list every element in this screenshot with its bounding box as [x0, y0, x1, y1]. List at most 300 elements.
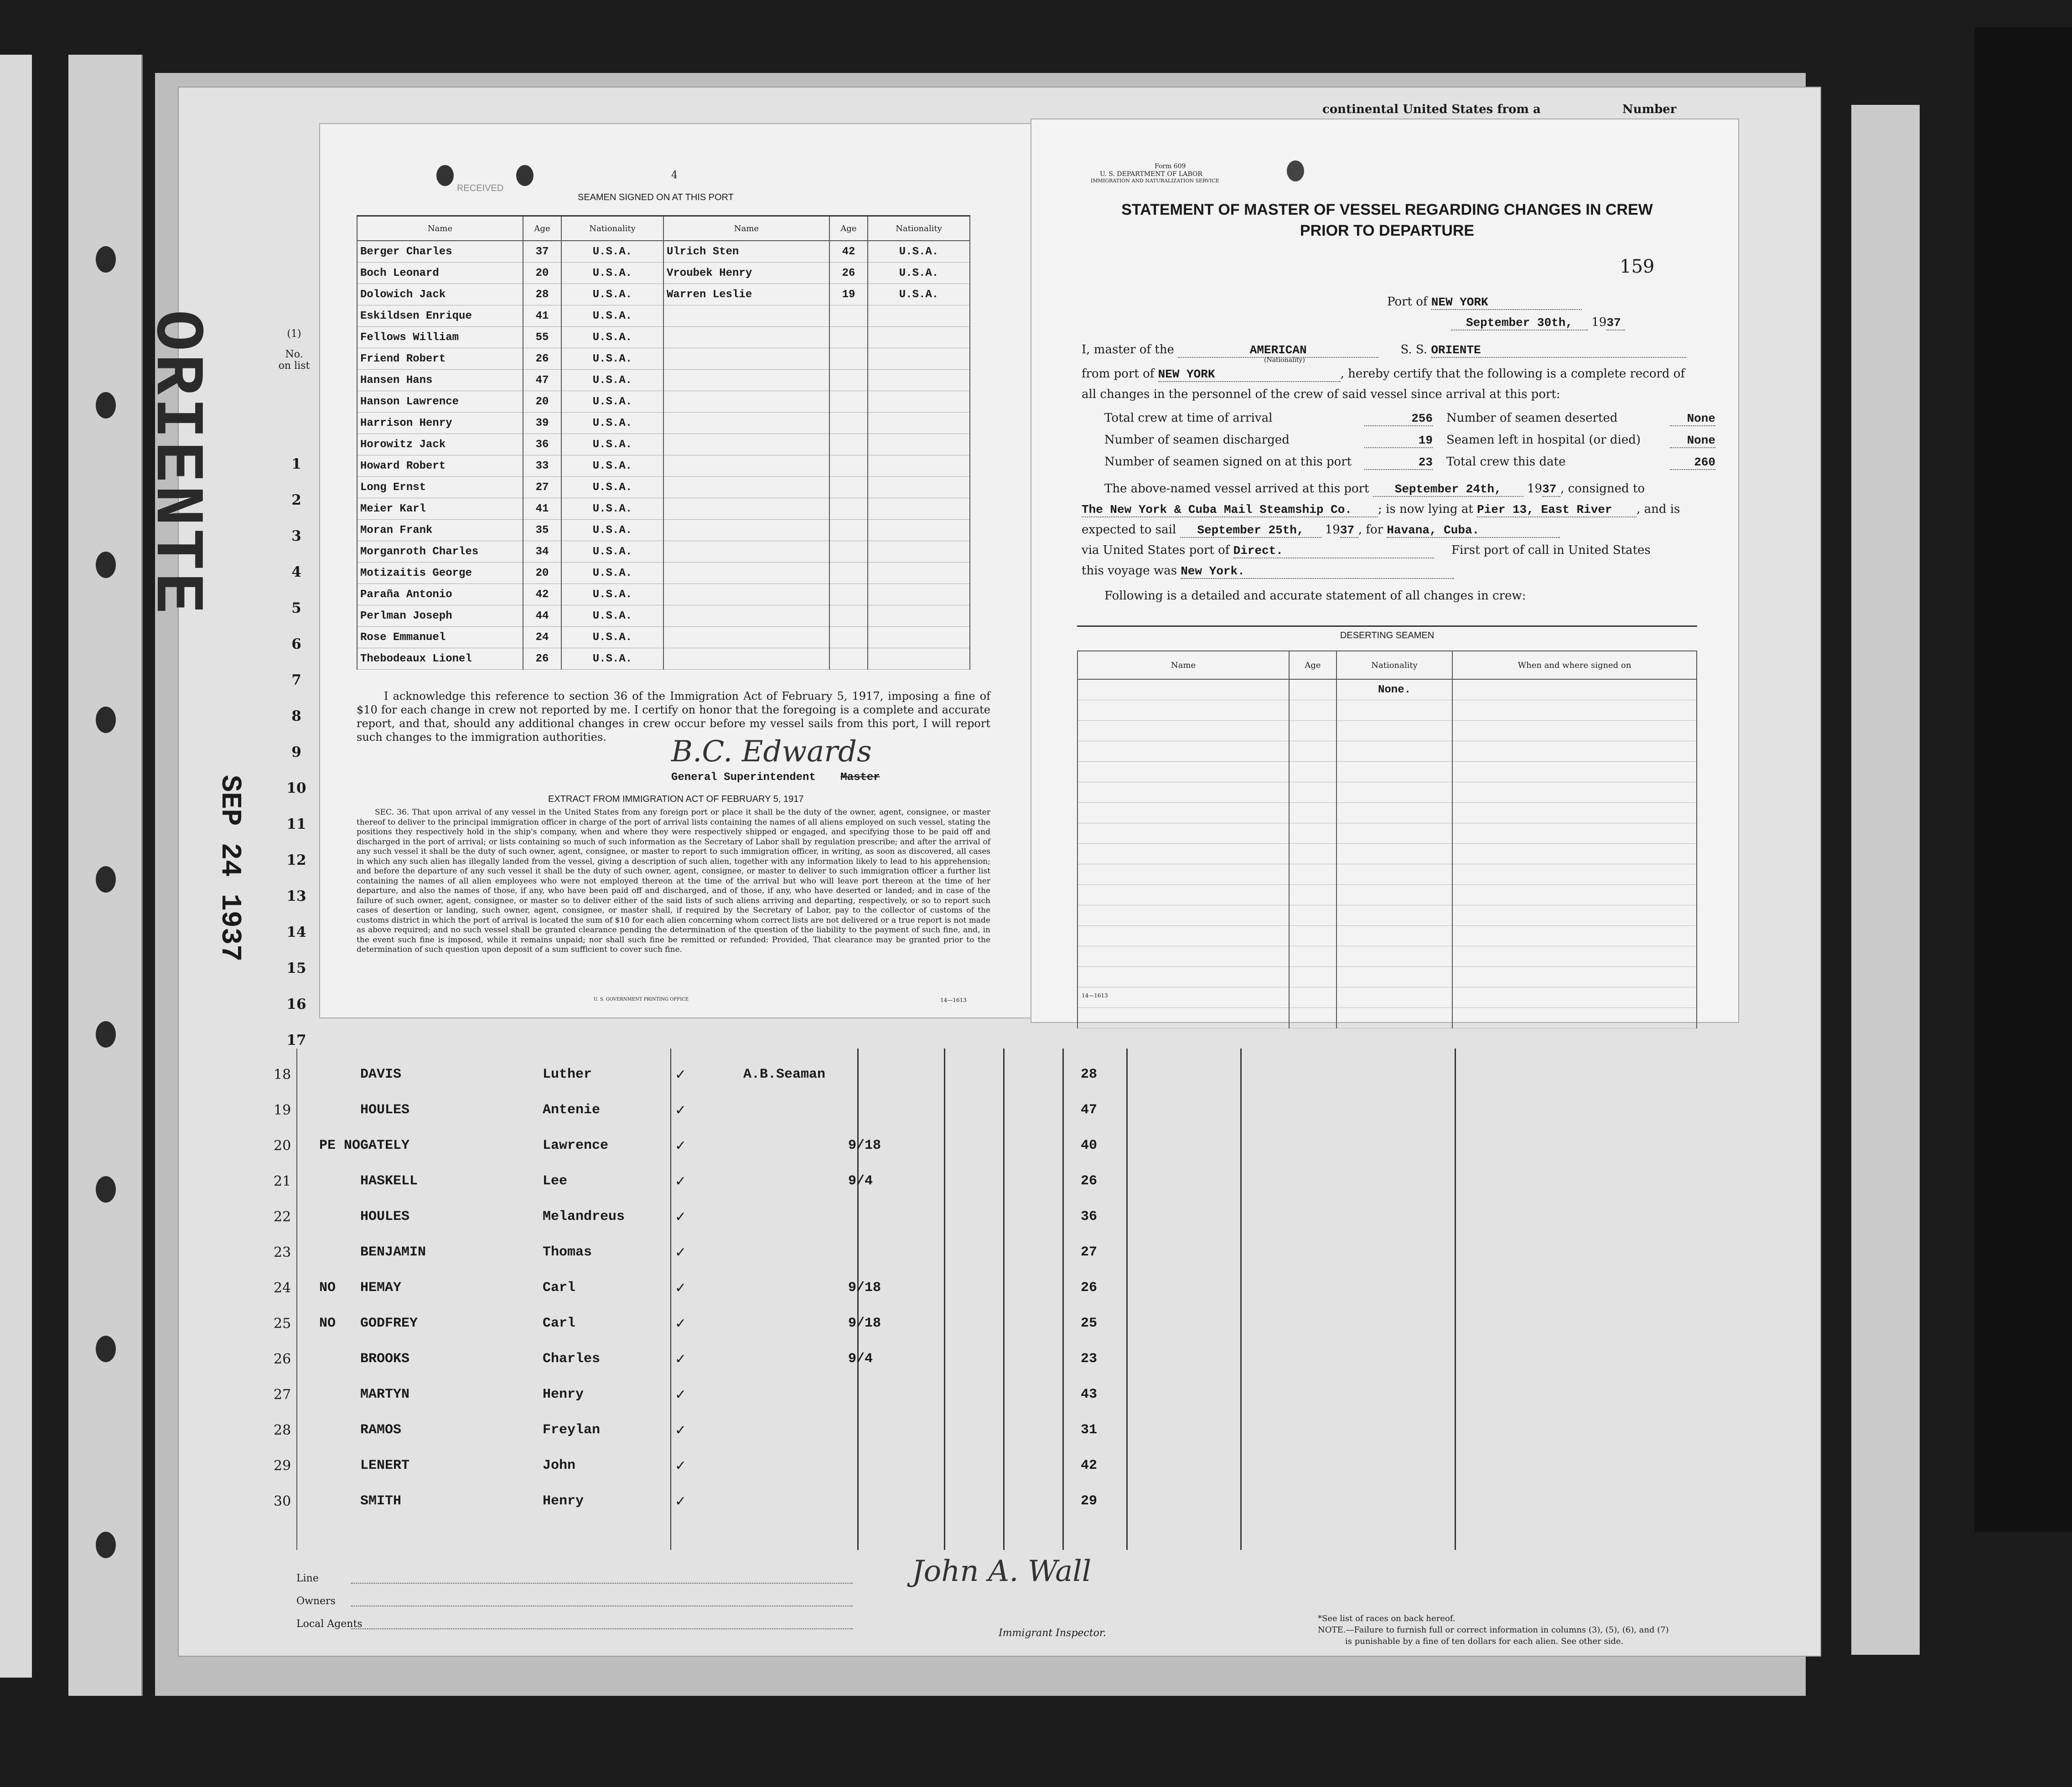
- seaman-age: [829, 584, 868, 605]
- seaman-age: 44: [523, 605, 561, 627]
- seaman-name: Eskildsen Enrique: [357, 305, 523, 327]
- row-number: 22: [274, 1209, 291, 1225]
- crew-age: 26: [1081, 1173, 1098, 1189]
- row-number: 17: [286, 1032, 306, 1048]
- seaman-name: Harrison Henry: [357, 413, 523, 434]
- seaman-name: Hansen Hans: [357, 370, 523, 391]
- page-number: 4: [671, 170, 678, 181]
- deserting-cell: [1077, 741, 1289, 762]
- deserting-row: [1077, 782, 1697, 803]
- crew-date: 9/4: [848, 1173, 873, 1189]
- seaman-name: [663, 455, 829, 477]
- seaman-name: Boch Leonard: [357, 263, 523, 284]
- acknowledgement: I acknowledge this reference to section 36 of the Immigration Act of February 5, 1917, imposing a fine of $10 for each change in crew not reported by me. I certify on honor that the foregoing is a complete and accurate report, and that, should any additional changes in crew occur before my vessel sails from this port, I will report such changes to the immigration authorities.: [357, 690, 990, 744]
- seaman-age: 42: [829, 241, 868, 263]
- seaman-age: 39: [523, 413, 561, 434]
- deserting-cell: [1452, 946, 1697, 967]
- deserting-cell: [1077, 905, 1289, 926]
- row-mark: NO: [319, 1316, 336, 1331]
- seaman-row: [357, 284, 970, 305]
- deserting-cell: [1452, 700, 1697, 721]
- deserting-cell: [1452, 762, 1697, 782]
- deserting-cell: [1336, 885, 1452, 905]
- crew-given-name: Lee: [543, 1173, 568, 1189]
- form-code: 14—1613: [1082, 992, 1108, 999]
- crew-age: 31: [1081, 1422, 1098, 1438]
- seaman-row: [357, 455, 970, 477]
- seaman-nationality: U.S.A.: [561, 284, 663, 305]
- seaman-name: [663, 605, 829, 627]
- row-number: 27: [274, 1387, 291, 1403]
- deserting-row: [1077, 721, 1697, 741]
- row-number: 5: [291, 600, 301, 616]
- stat-label: Number of seamen deserted: [1446, 411, 1618, 425]
- seaman-nationality: U.S.A.: [561, 541, 663, 563]
- crew-surname: GODFREY: [360, 1316, 418, 1331]
- deserting-cell: [1452, 844, 1697, 864]
- row-number: 30: [274, 1493, 291, 1509]
- seaman-row: [357, 520, 970, 541]
- deserting-cell: [1452, 864, 1697, 885]
- row-number: 7: [291, 672, 301, 688]
- crew-surname: HOULES: [360, 1209, 410, 1224]
- table-divider: [296, 1048, 297, 1550]
- owners-label: Owners: [296, 1596, 336, 1607]
- seaman-name: [663, 541, 829, 563]
- crew-age: 43: [1081, 1387, 1098, 1402]
- deserting-cell: [1452, 679, 1697, 700]
- check-mark: ✓: [675, 1422, 687, 1438]
- seaman-age: [829, 348, 868, 370]
- page-title: SEAMEN SIGNED ON AT THIS PORT: [578, 192, 734, 202]
- row-number: 19: [274, 1102, 291, 1118]
- seaman-row: [357, 541, 970, 563]
- deserting-cell: [1336, 967, 1452, 987]
- deserting-row: [1077, 905, 1697, 926]
- row-mark: NO: [319, 1280, 336, 1296]
- seaman-age: [829, 648, 868, 670]
- seaman-nationality: U.S.A.: [561, 477, 663, 498]
- seaman-row: [357, 370, 970, 391]
- deserting-cell: [1289, 823, 1336, 844]
- deserting-cell: [1077, 700, 1289, 721]
- deserting-cell: [1452, 905, 1697, 926]
- seaman-nationality: [868, 477, 970, 498]
- crew-capacity: A.B.Seaman: [743, 1067, 826, 1082]
- crew-surname: HEMAY: [360, 1280, 402, 1296]
- deserting-cell: [1452, 803, 1697, 823]
- binder-hole: [96, 866, 116, 893]
- deserting-row: [1077, 762, 1697, 782]
- seaman-row: [357, 348, 970, 370]
- punch-hole: [516, 165, 534, 186]
- binder-hole: [96, 246, 116, 273]
- seaman-age: [829, 391, 868, 413]
- seaman-row: [357, 563, 970, 584]
- deserting-cell: [1077, 803, 1289, 823]
- deserting-cell: [1289, 967, 1336, 987]
- seaman-row: [357, 434, 970, 455]
- following-row: Following is a detailed and accurate statement of all changes in crew:: [1104, 589, 1526, 603]
- stat-label: Total crew this date: [1446, 455, 1566, 469]
- seaman-nationality: [868, 648, 970, 670]
- deserting-row: [1077, 1008, 1697, 1028]
- seaman-nationality: U.S.A.: [561, 241, 663, 263]
- row-number: 3: [291, 528, 301, 544]
- seaman-name: Thebodeaux Lionel: [357, 648, 523, 670]
- seaman-age: [829, 605, 868, 627]
- stat-value: None: [1670, 412, 1715, 426]
- seaman-age: [829, 563, 868, 584]
- seaman-name: [663, 391, 829, 413]
- seaman-row: [357, 584, 970, 605]
- deserting-cell: [1289, 803, 1336, 823]
- seaman-age: 20: [523, 563, 561, 584]
- row-number: 21: [274, 1173, 291, 1189]
- seaman-age: [829, 413, 868, 434]
- table-divider: [670, 1048, 671, 1550]
- seaman-name: [663, 348, 829, 370]
- seaman-name: Friend Robert: [357, 348, 523, 370]
- seaman-name: Moran Frank: [357, 520, 523, 541]
- seaman-nationality: [868, 584, 970, 605]
- deserting-cell: [1452, 741, 1697, 762]
- from-port-row: from port of NEW YORK , hereby certify that the following is a complete record of: [1082, 367, 1685, 381]
- certify-row: all changes in the personnel of the crew of said vessel since arrival at this port:: [1082, 387, 1560, 401]
- row-number: 23: [274, 1245, 291, 1260]
- row-number: 9: [291, 744, 301, 760]
- deserting-cell: [1289, 782, 1336, 803]
- deserting-cell: [1289, 844, 1336, 864]
- table-divider: [944, 1048, 945, 1550]
- seaman-nationality: [868, 563, 970, 584]
- received-stamp: RECEIVED: [457, 183, 504, 193]
- seaman-row: [357, 477, 970, 498]
- deserting-cell: [1336, 762, 1452, 782]
- seaman-nationality: [868, 434, 970, 455]
- deserting-cell: [1336, 864, 1452, 885]
- statement-page: [1031, 119, 1739, 1023]
- deserting-cell: [1077, 946, 1289, 967]
- deserting-cell: None.: [1336, 679, 1452, 700]
- seaman-age: 19: [829, 284, 868, 305]
- seaman-name: [663, 370, 829, 391]
- deserting-cell: [1452, 885, 1697, 905]
- seaman-age: [829, 498, 868, 520]
- seaman-row: [357, 241, 970, 263]
- punch-hole: [1287, 160, 1304, 181]
- seaman-nationality: U.S.A.: [561, 370, 663, 391]
- seaman-row: [357, 627, 970, 648]
- seaman-name: [663, 648, 829, 670]
- deserting-cell: [1077, 721, 1289, 741]
- crew-given-name: Antenie: [543, 1102, 601, 1118]
- row-number: 12: [286, 852, 306, 868]
- row-number: 1: [291, 456, 301, 472]
- crew-given-name: Freylan: [543, 1422, 601, 1438]
- agents-label: Local Agents: [296, 1618, 363, 1630]
- deserting-cell: [1336, 803, 1452, 823]
- crew-given-name: Thomas: [543, 1245, 592, 1260]
- stat-value: 260: [1670, 455, 1715, 470]
- crew-age: 23: [1081, 1351, 1098, 1367]
- consignee-row: The New York & Cuba Mail Steamship Co. ; is now lying at Pier 13, East River , and is: [1082, 502, 1680, 516]
- crew-surname: GATELY: [360, 1138, 410, 1153]
- crew-surname: SMITH: [360, 1493, 402, 1509]
- col-age: Age: [1289, 651, 1336, 679]
- deserting-cell: [1336, 721, 1452, 741]
- seaman-age: 37: [523, 241, 561, 263]
- seaman-age: [829, 434, 868, 455]
- seaman-row: [357, 327, 970, 348]
- stat-value: None: [1670, 434, 1715, 448]
- seaman-age: [829, 327, 868, 348]
- seaman-age: 42: [523, 584, 561, 605]
- deserting-cell: [1336, 741, 1452, 762]
- seaman-age: [829, 627, 868, 648]
- crew-given-name: John: [543, 1458, 576, 1473]
- via-row: via United States port of Direct. First port of call in United States: [1082, 543, 1651, 558]
- check-mark: ✓: [675, 1493, 687, 1509]
- seaman-age: 26: [523, 348, 561, 370]
- binder-hole: [96, 1176, 116, 1203]
- deserting-row: [1077, 844, 1697, 864]
- sheet-footer: [201, 1555, 1797, 1650]
- stat-row: [1104, 411, 1715, 426]
- deserting-cell: [1289, 700, 1336, 721]
- deserting-cell: [1077, 679, 1289, 700]
- seaman-name: Dolowich Jack: [357, 284, 523, 305]
- crew-surname: MARTYN: [360, 1387, 410, 1402]
- seaman-age: 27: [523, 477, 561, 498]
- col-nationality: Nationality: [868, 216, 970, 241]
- seaman-nationality: [868, 520, 970, 541]
- seaman-nationality: U.S.A.: [561, 455, 663, 477]
- footer-line: [351, 1583, 853, 1584]
- seaman-age: [829, 370, 868, 391]
- binder-hole: [96, 552, 116, 578]
- failure-note-2: is punishable by a fine of ten dollars for each alien. See other side.: [1345, 1637, 1624, 1646]
- seaman-nationality: [868, 305, 970, 327]
- col-name: Name: [663, 216, 829, 241]
- seaman-age: [829, 305, 868, 327]
- crew-given-name: Lawrence: [543, 1138, 609, 1153]
- stat-label: Number of seamen discharged: [1104, 433, 1290, 447]
- seaman-age: 26: [523, 648, 561, 670]
- deserting-row: [1077, 967, 1697, 987]
- seaman-age: 41: [523, 498, 561, 520]
- seaman-age: 35: [523, 520, 561, 541]
- seaman-age: 34: [523, 541, 561, 563]
- crew-given-name: Carl: [543, 1316, 576, 1331]
- stat-row: [1104, 433, 1715, 448]
- crew-given-name: Melandreus: [543, 1209, 625, 1224]
- row-number: 11: [286, 816, 306, 832]
- seaman-name: Fellows William: [357, 327, 523, 348]
- deserting-cell: [1077, 782, 1289, 803]
- seaman-name: Berger Charles: [357, 241, 523, 263]
- deserting-cell: [1452, 987, 1697, 1008]
- deserting-cell: [1452, 823, 1697, 844]
- port-row: Port of NEW YORK: [1387, 295, 1582, 310]
- deserting-cell: [1336, 905, 1452, 926]
- seaman-name: [663, 305, 829, 327]
- col-name: Name: [1077, 651, 1289, 679]
- deserting-cell: [1289, 926, 1336, 946]
- deserting-row: [1077, 864, 1697, 885]
- seaman-nationality: U.S.A.: [868, 241, 970, 263]
- seaman-nationality: U.S.A.: [561, 305, 663, 327]
- table-divider: [1062, 1048, 1064, 1550]
- crew-age: 27: [1081, 1245, 1098, 1260]
- seaman-nationality: U.S.A.: [561, 498, 663, 520]
- seaman-row: [357, 498, 970, 520]
- check-mark: ✓: [675, 1138, 687, 1154]
- seaman-nationality: U.S.A.: [561, 605, 663, 627]
- crew-age: 47: [1081, 1102, 1098, 1118]
- footer-line: [351, 1628, 853, 1629]
- deserting-cell: [1452, 926, 1697, 946]
- seamen-signed-on-page: [319, 123, 1032, 1018]
- deserting-row: [1077, 741, 1697, 762]
- deserting-cell: [1289, 946, 1336, 967]
- seaman-name: [663, 627, 829, 648]
- crew-age: 40: [1081, 1138, 1098, 1153]
- crew-given-name: Henry: [543, 1387, 584, 1402]
- row-number: 24: [274, 1280, 291, 1296]
- col-nationality: Nationality: [1336, 651, 1452, 679]
- crew-date: 9/4: [848, 1351, 873, 1367]
- seaman-nationality: U.S.A.: [561, 627, 663, 648]
- row-number: 20: [274, 1138, 291, 1154]
- table-divider: [1455, 1048, 1456, 1550]
- seaman-age: 33: [523, 455, 561, 477]
- seaman-nationality: U.S.A.: [561, 348, 663, 370]
- seaman-name: Perlman Joseph: [357, 605, 523, 627]
- seaman-name: Meier Karl: [357, 498, 523, 520]
- check-mark: ✓: [675, 1209, 687, 1225]
- binder-hole: [96, 707, 116, 733]
- seaman-name: Ulrich Sten: [663, 241, 829, 263]
- binder-hole: [96, 1532, 116, 1558]
- stat-row: [1104, 455, 1715, 470]
- signer-title: General Superintendent Master: [671, 771, 880, 784]
- deserting-cell: [1077, 967, 1289, 987]
- seaman-nationality: [868, 627, 970, 648]
- inspector-caption: Immigrant Inspector.: [999, 1627, 1106, 1639]
- seaman-name: Long Ernst: [357, 477, 523, 498]
- seaman-name: Paraña Antonio: [357, 584, 523, 605]
- seaman-name: Howard Robert: [357, 455, 523, 477]
- crew-age: 29: [1081, 1493, 1098, 1509]
- binder-hole: [96, 1336, 116, 1362]
- row-number: 15: [286, 960, 306, 976]
- statement-title: STATEMENT OF MASTER OF VESSEL REGARDING CHANGES IN CREW PRIOR TO DEPARTURE: [1121, 201, 1653, 239]
- seaman-age: [829, 455, 868, 477]
- check-mark: ✓: [675, 1102, 687, 1118]
- col-age: Age: [523, 216, 561, 241]
- failure-note: NOTE.—Failure to furnish full or correct information in columns (3), (5), (6), and (7): [1318, 1625, 1669, 1635]
- deserting-row: [1077, 803, 1697, 823]
- deserting-cell: [1077, 987, 1289, 1008]
- seaman-age: 36: [523, 434, 561, 455]
- row-number: 28: [274, 1422, 291, 1438]
- row-number: 26: [274, 1351, 291, 1367]
- seaman-nationality: [868, 498, 970, 520]
- deserting-cell: [1336, 946, 1452, 967]
- seaman-nationality: [868, 605, 970, 627]
- row-number: 18: [274, 1067, 291, 1083]
- seaman-row: [357, 305, 970, 327]
- seaman-name: [663, 477, 829, 498]
- seaman-name: [663, 563, 829, 584]
- seaman-name: [663, 498, 829, 520]
- statement-number: 159: [1620, 256, 1655, 277]
- voyage-row: this voyage was New York.: [1082, 564, 1454, 579]
- seaman-age: 47: [523, 370, 561, 391]
- deserting-cell: [1289, 762, 1336, 782]
- crew-date: 9/18: [848, 1280, 881, 1296]
- left-paper-edge: [0, 55, 32, 1678]
- form-code: 14—1613: [940, 997, 967, 1003]
- row-number: 10: [286, 780, 306, 796]
- check-mark: ✓: [675, 1351, 687, 1367]
- seaman-age: 55: [523, 327, 561, 348]
- seaman-age: [829, 477, 868, 498]
- stat-value: 19: [1364, 434, 1433, 448]
- date-stamp: SEP 24 1937: [214, 775, 246, 962]
- seaman-nationality: U.S.A.: [561, 563, 663, 584]
- crew-given-name: Charles: [543, 1351, 601, 1367]
- binder-hole: [96, 392, 116, 418]
- inspector-signature: John A. Wall: [912, 1555, 1092, 1588]
- deserting-cell: [1289, 905, 1336, 926]
- deserting-cell: [1077, 864, 1289, 885]
- row-number: 6: [291, 636, 301, 652]
- check-mark: ✓: [675, 1173, 687, 1189]
- vessel-stamp: ORIENTE: [137, 310, 214, 617]
- printer-line: U. S. GOVERNMENT PRINTING OFFICE: [594, 997, 689, 1002]
- deserting-cell: [1077, 762, 1289, 782]
- deserting-cell: [1077, 1008, 1289, 1028]
- deserting-cell: [1452, 967, 1697, 987]
- crew-age: 42: [1081, 1458, 1098, 1473]
- seaman-age: 24: [523, 627, 561, 648]
- deserting-cell: [1077, 885, 1289, 905]
- seaman-name: Motizaitis George: [357, 563, 523, 584]
- deserting-row: [1077, 926, 1697, 946]
- seaman-name: [663, 434, 829, 455]
- line-label: Line: [296, 1573, 319, 1584]
- table-divider: [1003, 1048, 1005, 1550]
- deserting-cell: [1336, 926, 1452, 946]
- check-mark: ✓: [675, 1280, 687, 1296]
- seaman-nationality: U.S.A.: [561, 648, 663, 670]
- deserting-row: [1077, 700, 1697, 721]
- crew-age: 28: [1081, 1067, 1098, 1082]
- deserting-cell: [1336, 823, 1452, 844]
- deserting-cell: [1452, 782, 1697, 803]
- col-when-where: When and where signed on: [1452, 651, 1697, 679]
- seaman-nationality: [868, 455, 970, 477]
- deserting-cell: [1452, 721, 1697, 741]
- deserting-cell: [1289, 679, 1336, 700]
- nationality-caption: (Nationality): [1264, 356, 1305, 364]
- row-number: 29: [274, 1458, 291, 1474]
- deserting-row: [1077, 679, 1697, 700]
- crew-given-name: Henry: [543, 1493, 584, 1509]
- deserting-title: DESERTING SEAMEN: [1077, 625, 1697, 641]
